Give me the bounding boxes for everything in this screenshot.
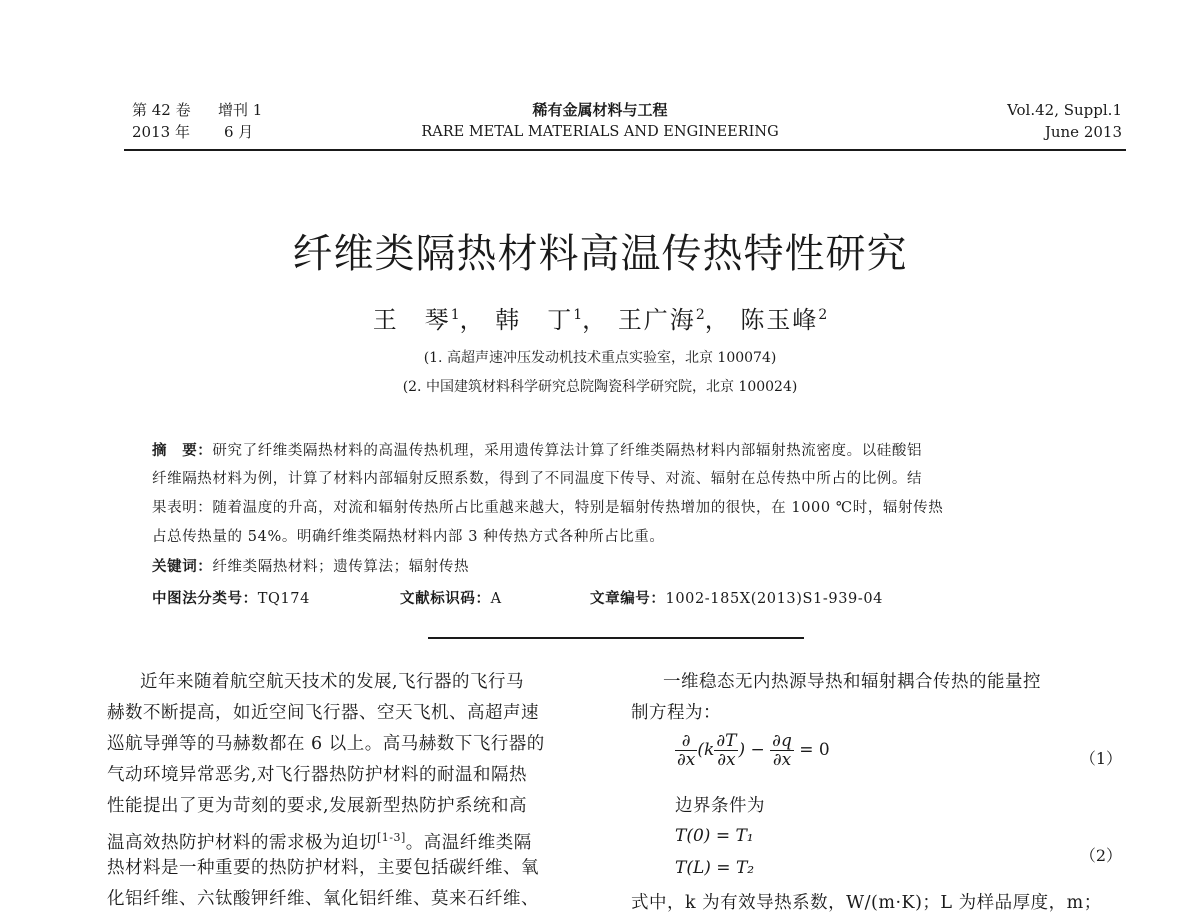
body-right-line-1: 一维稳态无内热源导热和辐射耦合传热的能量控 [663,672,1041,692]
body-left-line-4: 气动环境异常恶劣,对飞行器热防护材料的耐温和隔热 [107,765,528,785]
equation-1-number: （1） [1079,749,1122,768]
body-left-line-8: 化铝纤维、六钛酸钾纤维、氧化铝纤维、莫来石纤维、 [107,889,539,909]
body-left-line-2: 赫数不断提高，如近空间飞行器、空天飞机、高超声速 [107,703,539,723]
journal-title-cn: 稀有金属材料与工程 [532,101,668,119]
clc-number: 中图法分类号：TQ174 [152,590,310,607]
abstract-line-1: 摘 要：研究了纤维类隔热材料的高温传热机理，采用遗传算法计算了纤维类隔热材料内部辐射热流密度。以硅酸铝 [152,442,923,459]
author-3: 王广海$^2$， [617,306,731,334]
article-number: 文章编号：1002-185X(2013)S1-939-04 [590,590,883,607]
affiliation-2: (2. 中国建筑材料科学研究总院陶瓷科学研究院，北京 100024) [402,379,798,395]
equation-2-number: （2） [1079,846,1122,865]
paper-title: 纤维类隔热材料高温传热特性研究 [292,231,908,277]
body-left-line-3: 巡航导弹等的马赫数都在 6 以上。高马赫数下飞行器的 [107,734,545,754]
month-cn: 6 月 [224,123,254,141]
document-code: 文献标识码：A [400,590,502,607]
volume-cn: 第 42 卷 [132,101,191,119]
affiliation-1: (1. 高超声速冲压发动机技术重点实验室，北京 100074) [423,350,777,366]
author-2: 韩 丁$^1$， [495,306,609,334]
boundary-condition-2: T(L) = T₂ [675,858,755,878]
year-cn: 2013 年 [132,123,190,141]
author-list [0,300,1200,335]
abstract-line-2: 纤维隔热材料为例，计算了材料内部辐射反照系数，得到了不同温度下传导、对流、辐射在总传热中所占的比例。结 [152,471,923,487]
issue-cn: 增刊 1 [218,101,263,119]
equation-1: $\frac{\partial}{\partial x}$ (k $\frac{\partial T}{\partial x}$ ) − $\frac{\partial q}{\partial x}$ = 0 [677,731,830,770]
body-left-line-1: 近年来随着航空航天技术的发展,飞行器的飞行马 [140,672,525,692]
volume-en: Vol.42, Suppl.1 [1007,101,1122,119]
author-1: 王 琴$^1$， [372,306,486,334]
abstract-label: 摘 要： [152,442,213,459]
body-right-where-line: 式中，k 为有效导热系数，W/(m·K)；L 为样品厚度，m； [631,893,1102,913]
body-left-line-6: 温高效热防护材料的需求极为迫切[1-3]。高温纤维类隔 [107,831,532,853]
boundary-condition-label: 边界条件为 [675,796,765,816]
citation: [1-3] [377,831,406,844]
abstract-line-4: 占总传热量的 54%。明确纤维类隔热材料内部 3 种传热方式各种所占比重。 [152,529,665,545]
keywords: 关键词：纤维类隔热材料；遗传算法；辐射传热 [152,558,470,575]
author-4: 陈玉峰$^2$ [740,306,828,334]
journal-title-en: RARE METAL MATERIALS AND ENGINEERING [421,124,779,140]
body-left-line-5: 性能提出了更为苛刻的要求,发展新型热防护系统和高 [107,796,528,816]
body-left-line-7: 热材料是一种重要的热防护材料，主要包括碳纤维、氧 [107,858,539,878]
abstract-separator [428,637,804,639]
keywords-label: 关键词： [152,558,213,575]
date-en: June 2013 [1044,123,1122,141]
header-rule [124,149,1126,151]
body-right-line-2: 制方程为： [631,703,721,723]
abstract-line-3: 果表明：随着温度的升高，对流和辐射传热所占比重越来越大，特别是辐射传热增加的很快，在 1000 ℃时，辐射传热 [152,500,944,516]
boundary-condition-1: T(0) = T₁ [675,826,754,846]
